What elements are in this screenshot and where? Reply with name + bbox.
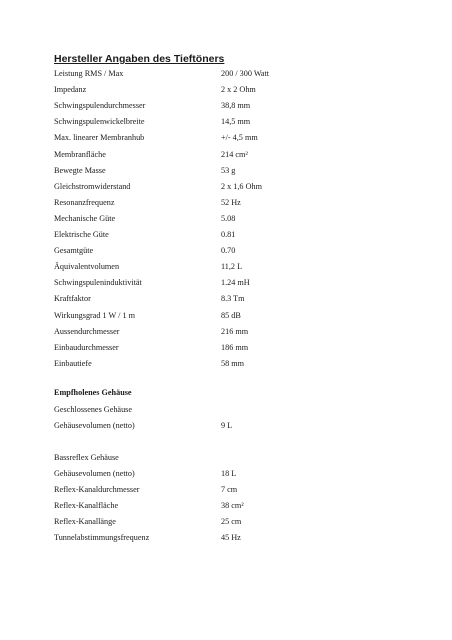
spec-label: Tunnelabstimmungsfrequenz	[54, 533, 150, 543]
spec-label: Äquivalentvolumen	[54, 262, 120, 272]
spec-value: 200 / 300 Watt	[221, 69, 270, 78]
spec-row	[54, 244, 414, 258]
spec-label: Impedanz	[54, 85, 87, 95]
spec-row	[54, 212, 414, 226]
spec-value: 38 cm²	[221, 501, 244, 511]
enclosure-heading: Empfholenes Gehäuse	[54, 388, 132, 397]
spec-value: 85 dB	[221, 310, 241, 320]
spec-row	[54, 467, 414, 481]
spec-value: 0.70	[221, 246, 236, 256]
spec-row	[54, 115, 414, 129]
spec-value: 5.08	[221, 213, 236, 223]
spec-label: Gehäusevolumen (netto)	[54, 421, 135, 430]
closed-enclosure-title: Geschlossenes Gehäuse	[54, 405, 132, 414]
spec-label: Leistung RMS / Max	[54, 69, 124, 78]
spec-label: Max. linearer Membranhub	[54, 133, 145, 143]
spec-label: Reflex-Kanalfläche	[54, 501, 119, 511]
spec-row	[54, 131, 414, 145]
spec-value: 58 mm	[221, 358, 244, 368]
spec-label: Gehäusevolumen (netto)	[54, 469, 135, 478]
spec-value: 214 cm²	[221, 149, 248, 159]
spec-value: 2 x 1,6 Ohm	[221, 181, 262, 191]
spec-label: Membranfläche	[54, 149, 106, 159]
spec-value: 45 Hz	[221, 533, 241, 543]
spec-value: 14,5 mm	[221, 117, 251, 127]
spec-row	[54, 164, 414, 178]
spec-label: Bewegte Masse	[54, 165, 106, 175]
spec-label: Kraftfaktor	[54, 294, 91, 304]
spec-row	[54, 196, 414, 210]
spec-value: 7 cm	[221, 485, 238, 495]
spec-label: Wirkungsgrad 1 W / 1 m	[54, 310, 136, 320]
bassreflex-enclosure-title: Bassreflex Gehäuse	[54, 453, 119, 462]
spec-row	[54, 419, 414, 433]
spec-value: 8.3 Tm	[221, 294, 245, 304]
spec-row	[54, 148, 414, 162]
spec-value: +/- 4,5 mm	[221, 133, 258, 143]
spec-value: 2 x 2 Ohm	[221, 85, 256, 95]
spec-label: Mechanische Güte	[54, 213, 116, 223]
spec-row	[54, 325, 414, 339]
spec-label: Gleichstromwiderstand	[54, 181, 131, 191]
spec-value: 53 g	[221, 165, 236, 175]
spec-value: 216 mm	[221, 326, 249, 336]
spec-row	[54, 515, 414, 529]
spec-row	[54, 276, 414, 290]
spec-label: Einbaudurchmesser	[54, 342, 119, 352]
spec-label: Einbautiefe	[54, 358, 92, 368]
spec-row	[54, 357, 414, 371]
spec-row	[54, 260, 414, 274]
spec-label: Schwingspuleninduktivität	[54, 278, 142, 288]
spec-value: 11,2 L	[221, 262, 243, 272]
spec-label: Schwingspulenwickelbreite	[54, 117, 145, 127]
spec-row	[54, 99, 414, 113]
spec-label: Reflex-Kanallänge	[54, 517, 116, 527]
spec-label: Reflex-Kanaldurchmesser	[54, 485, 140, 495]
spec-row	[54, 83, 414, 97]
spec-row	[54, 228, 414, 242]
spec-value: 1.24 mH	[221, 278, 250, 288]
spec-row	[54, 292, 414, 306]
spec-row	[54, 483, 414, 497]
page-title: Hersteller Angaben des Tieftöners	[54, 53, 225, 65]
spec-label: Resonanzfrequenz	[54, 197, 115, 207]
spec-row	[54, 499, 414, 513]
spec-row	[54, 531, 414, 545]
spec-value: 9 L	[221, 421, 233, 430]
spec-label: Elektrische Güte	[54, 230, 109, 239]
spec-label: Aussendurchmesser	[54, 326, 120, 336]
spec-row	[54, 180, 414, 194]
spec-label: Schwingspulendurchmesser	[54, 101, 146, 111]
spec-row	[54, 341, 414, 355]
spec-value: 0.81	[221, 230, 236, 239]
spec-row	[54, 67, 414, 81]
spec-value: 38,8 mm	[221, 101, 251, 111]
spec-value: 18 L	[221, 469, 237, 478]
spec-value: 52 Hz	[221, 197, 241, 207]
spec-label: Gesamtgüte	[54, 246, 94, 256]
spec-value: 186 mm	[221, 342, 249, 352]
spec-value: 25 cm	[221, 517, 242, 527]
spec-row	[54, 309, 414, 323]
